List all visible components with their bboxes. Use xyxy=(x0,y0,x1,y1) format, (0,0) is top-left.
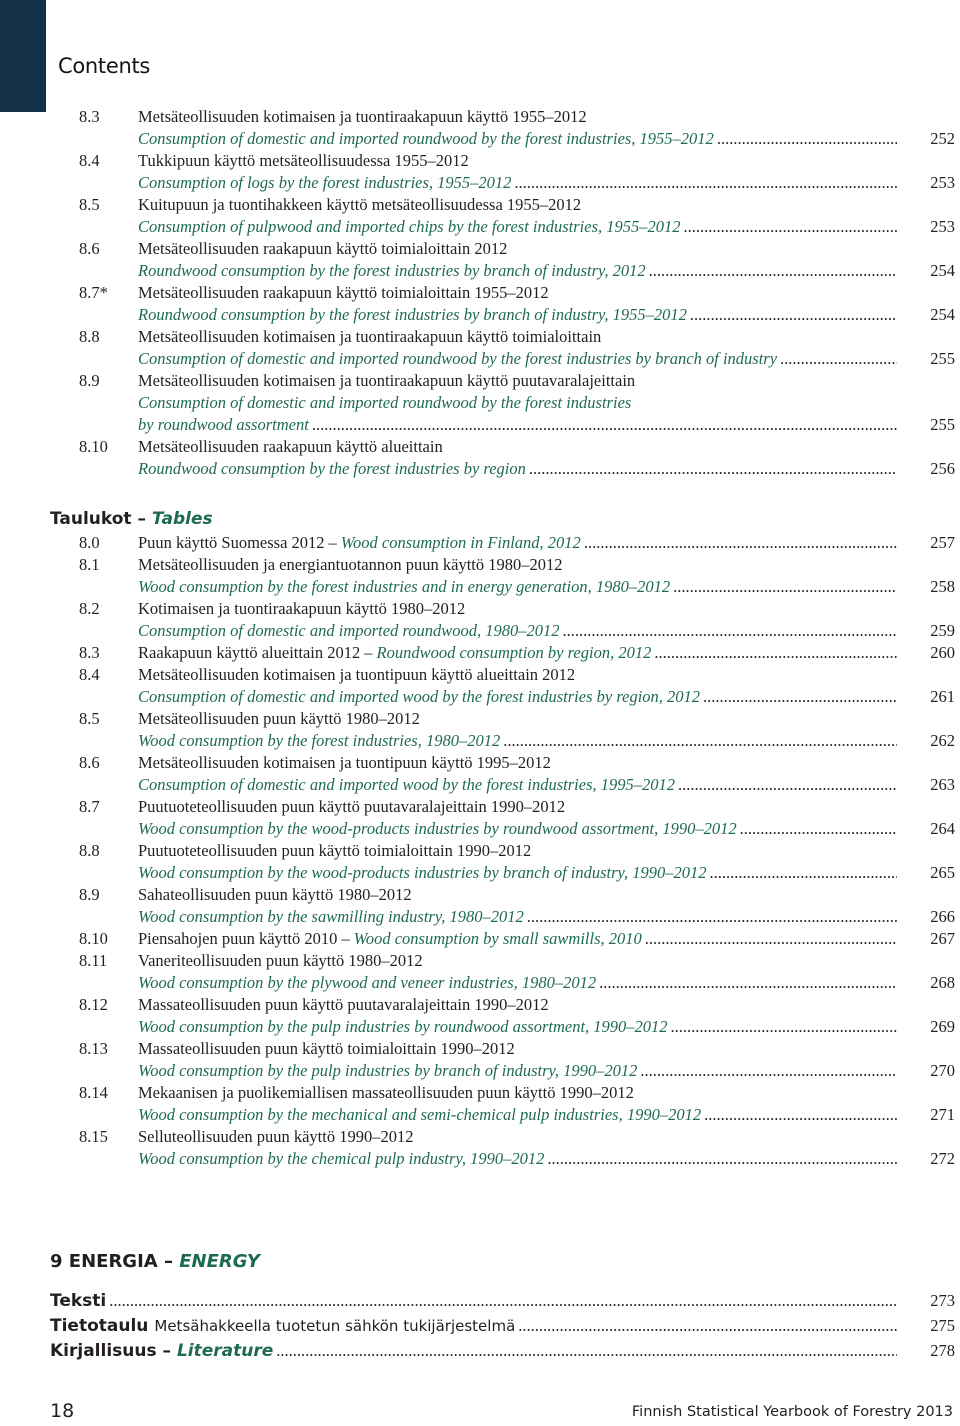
page-number: 255 xyxy=(930,349,955,368)
page-number: 272 xyxy=(930,1149,955,1168)
entry-title-fi: Puutuoteteollisuuden puun käyttö puutavaralajeittain 1990–2012 xyxy=(138,797,566,816)
entry-title-fi: Puun käyttö Suomessa 2012 xyxy=(138,533,325,552)
chapter-9-heading-en: ENERGY xyxy=(179,1251,260,1272)
entry-title-fi: Metsäteollisuuden puun käyttö 1980–2012 xyxy=(138,709,420,728)
entry-title-fi: Metsäteollisuuden kotimaisen ja tuontiraakapuun käyttö puutavaralajeittain xyxy=(138,371,636,390)
entry-number: 8.3 xyxy=(79,643,100,662)
entry-title-fi: Tukkipuun käyttö metsäteollisuudessa 1955–2012 xyxy=(138,151,469,170)
entry-text xyxy=(138,928,897,950)
entry-title-fi: Massateollisuuden puun käyttö puutavaralajeittain 1990–2012 xyxy=(138,995,549,1014)
leader-dots xyxy=(678,774,897,796)
page-number: 268 xyxy=(930,973,955,992)
entry-text xyxy=(138,686,897,708)
entry-title-en: Wood consumption by the mechanical and semi-chemical pulp industries, 1990–2012 xyxy=(138,1105,702,1124)
entry-title-en: Consumption of domestic and imported roundwood, 1980–2012 xyxy=(138,621,560,640)
entry-number: 8.8 xyxy=(79,327,100,346)
entry-title-fi: Metsäteollisuuden kotimaisen ja tuontiraakapuun käyttö 1955–2012 xyxy=(138,107,587,126)
entry-text xyxy=(138,392,897,414)
tables-heading xyxy=(50,509,213,529)
entry-title-fi: Puutuoteteollisuuden puun käyttö toimialoittain 1990–2012 xyxy=(138,841,532,860)
entry-title-en: Wood consumption by the sawmilling industry, 1980–2012 xyxy=(138,907,524,926)
page-number: 261 xyxy=(930,687,955,706)
entry-text xyxy=(138,862,897,884)
page-number: 273 xyxy=(930,1291,955,1310)
page-number: 267 xyxy=(930,929,955,948)
leader-dots xyxy=(599,972,897,994)
entry-title-fi: Metsäteollisuuden raakapuun käyttö alueittain xyxy=(138,437,443,456)
entry-title-fi: Metsäteollisuuden raakapuun käyttö toimialoittain 2012 xyxy=(138,239,508,258)
page-number: 254 xyxy=(930,261,955,280)
leader-dots xyxy=(640,1060,897,1082)
entry-text xyxy=(138,1016,897,1038)
page-number: 255 xyxy=(930,415,955,434)
leader-dots xyxy=(584,532,897,554)
page-number: 253 xyxy=(930,173,955,192)
entry-number: 8.7* xyxy=(79,283,108,302)
entry-title-fi: Raakapuun käyttö alueittain 2012 xyxy=(138,643,361,662)
entry-title-fi: Selluteollisuuden puun käyttö 1990–2012 xyxy=(138,1127,414,1146)
entry-title-en-continued: by roundwood assortment xyxy=(138,415,309,434)
entry-label-en: Literature xyxy=(176,1341,274,1361)
leader-dots xyxy=(276,1339,897,1363)
leader-dots xyxy=(717,128,897,150)
leader-dots xyxy=(684,216,897,238)
entry-text: Metsähakkeella tuotetun sähkön tukijärjestelmä xyxy=(154,1317,516,1335)
entry-text xyxy=(138,260,897,282)
footer-page-number: 18 xyxy=(50,1400,75,1422)
page-number: 253 xyxy=(930,217,955,236)
leader-dots xyxy=(780,348,897,370)
page-number: 275 xyxy=(930,1316,955,1335)
entry-text xyxy=(138,620,897,642)
entry-text xyxy=(138,532,897,554)
entry-title-en: Wood consumption by small sawmills, 2010 xyxy=(353,929,642,948)
entry-title-en: Wood consumption by the wood-products industries by branch of industry, 1990–2012 xyxy=(138,863,707,882)
leader-dots xyxy=(704,1104,897,1126)
entry-text xyxy=(138,348,897,370)
leader-dots xyxy=(709,862,897,884)
entry-number: 8.4 xyxy=(79,665,100,684)
entry-title-fi: Metsäteollisuuden ja energiantuotannon puun käyttö 1980–2012 xyxy=(138,555,563,574)
entry-label: Tietotaulu xyxy=(50,1316,149,1336)
leader-dots xyxy=(654,642,897,664)
entry-separator: – xyxy=(364,643,373,662)
entry-title-en: Consumption of domestic and imported wood by the forest industries by region, 2012 xyxy=(138,687,701,706)
entry-text xyxy=(138,458,897,480)
entry-title-en: Wood consumption by the pulp industries by branch of industry, 1990–2012 xyxy=(138,1061,638,1080)
entry-title-en: Consumption of domestic and imported roundwood by the forest industries xyxy=(138,393,632,412)
entry-number: 8.14 xyxy=(79,1083,108,1102)
entry-label xyxy=(50,1339,273,1363)
entry-title-fi: Mekaanisen ja puolikemiallisen massateollisuuden puun käyttö 1990–2012 xyxy=(138,1083,634,1102)
entry-label-fi: Kirjallisuus – xyxy=(50,1341,172,1361)
page-number: 256 xyxy=(930,459,955,478)
entry-number: 8.6 xyxy=(79,753,100,772)
page-number: 278 xyxy=(930,1341,955,1360)
entry-number: 8.9 xyxy=(79,885,100,904)
entry-title-en: Wood consumption by the pulp industries by roundwood assortment, 1990–2012 xyxy=(138,1017,668,1036)
page-number: 257 xyxy=(930,533,955,552)
entry-number: 8.1 xyxy=(79,555,100,574)
entry-title-fi: Piensahojen puun käyttö 2010 xyxy=(138,929,338,948)
toc-entry-tietotaulu[interactable] xyxy=(0,1314,960,1338)
entry-title-fi: Sahateollisuuden puun käyttö 1980–2012 xyxy=(138,885,412,904)
page-number: 260 xyxy=(930,643,955,662)
entry-text xyxy=(138,818,897,840)
entry-title-fi: Kotimaisen ja tuontiraakapuun käyttö 1980–2012 xyxy=(138,599,466,618)
leader-dots xyxy=(547,1148,897,1170)
leader-dots xyxy=(671,1016,897,1038)
leader-dots xyxy=(503,730,897,752)
entry-title-en: Wood consumption by the wood-products industries by roundwood assortment, 1990–2012 xyxy=(138,819,737,838)
page-number: 264 xyxy=(930,819,955,838)
leader-dots xyxy=(690,304,897,326)
entry-number: 8.3 xyxy=(79,107,100,126)
leader-dots xyxy=(529,458,897,480)
leader-dots xyxy=(740,818,897,840)
entry-title-en: Consumption of pulpwood and imported chips by the forest industries, 1955–2012 xyxy=(138,217,681,236)
leader-dots xyxy=(514,172,897,194)
entry-text xyxy=(138,774,897,796)
entry-number: 8.0 xyxy=(79,533,100,552)
entry-title-en: Consumption of domestic and imported roundwood by the forest industries, 1955–2012 xyxy=(138,129,714,148)
page-number: 258 xyxy=(930,577,955,596)
page-number: 270 xyxy=(930,1061,955,1080)
entry-title-en: Wood consumption by the chemical pulp industry, 1990–2012 xyxy=(138,1149,545,1168)
entry-title-en: Consumption of logs by the forest industries, 1955–2012 xyxy=(138,173,512,192)
entry-title-en: Roundwood consumption by region, 2012 xyxy=(376,643,652,662)
entry-title-en: Consumption of domestic and imported wood by the forest industries, 1995–2012 xyxy=(138,775,675,794)
entry-title-fi: Metsäteollisuuden kotimaisen ja tuontipuun käyttö alueittain 2012 xyxy=(138,665,576,684)
entry-text xyxy=(138,128,897,150)
chapter-9-heading-fi: 9 ENERGIA – xyxy=(50,1251,173,1272)
entry-title-fi: Metsäteollisuuden kotimaisen ja tuontiraakapuun käyttö toimialoittain xyxy=(138,327,602,346)
entry-title-en: Wood consumption by the forest industries, 1980–2012 xyxy=(138,731,501,750)
entry-number: 8.12 xyxy=(79,995,108,1014)
tables-heading-en: Tables xyxy=(151,509,213,529)
entry-separator: – xyxy=(341,929,350,948)
leader-dots xyxy=(703,686,897,708)
page-number: 252 xyxy=(930,129,955,148)
footer-publication: Finnish Statistical Yearbook of Forestry 2013 xyxy=(631,1404,953,1420)
entry-text xyxy=(138,304,897,326)
leader-dots xyxy=(518,1314,897,1338)
entry-text xyxy=(138,216,897,238)
entry-number: 8.13 xyxy=(79,1039,108,1058)
entry-text xyxy=(138,172,897,194)
entry-title-en: Roundwood consumption by the forest industries by region xyxy=(138,459,526,478)
page-number: 262 xyxy=(930,731,955,750)
entry-number: 8.8 xyxy=(79,841,100,860)
page-number: 271 xyxy=(930,1105,955,1124)
entry-separator: – xyxy=(328,533,337,552)
entry-text xyxy=(138,972,897,994)
entry-number: 8.4 xyxy=(79,151,100,170)
entry-number: 8.6 xyxy=(79,239,100,258)
chapter-color-bar xyxy=(0,0,46,112)
leader-dots xyxy=(563,620,897,642)
toc-entry-teksti[interactable] xyxy=(0,1289,960,1313)
entry-title-en: Roundwood consumption by the forest industries by branch of industry, 2012 xyxy=(138,261,646,280)
entry-text xyxy=(138,1148,897,1170)
leader-dots xyxy=(109,1289,897,1313)
leader-dots xyxy=(649,260,897,282)
leader-dots xyxy=(527,906,897,928)
entry-text xyxy=(138,576,897,598)
entry-title-en: Wood consumption by the forest industries and in energy generation, 1980–2012 xyxy=(138,577,671,596)
entry-text xyxy=(138,414,897,436)
chapter-9-heading xyxy=(50,1251,260,1272)
entry-title-fi: Metsäteollisuuden kotimaisen ja tuontipuun käyttö 1995–2012 xyxy=(138,753,551,772)
entry-title-en: Roundwood consumption by the forest industries by branch of industry, 1955–2012 xyxy=(138,305,687,324)
entry-title-fi: Massateollisuuden puun käyttö toimialoittain 1990–2012 xyxy=(138,1039,515,1058)
page-title: Contents xyxy=(58,54,151,78)
entry-number: 8.5 xyxy=(79,709,100,728)
entry-title-fi: Metsäteollisuuden raakapuun käyttö toimialoittain 1955–2012 xyxy=(138,283,549,302)
entry-text xyxy=(138,1060,897,1082)
entry-title-en: Consumption of domestic and imported roundwood by the forest industries by branch of industry xyxy=(138,349,778,368)
entry-title-en: Wood consumption in Finland, 2012 xyxy=(340,533,581,552)
entry-number: 8.10 xyxy=(79,929,108,948)
leader-dots xyxy=(312,414,897,436)
entry-number: 8.2 xyxy=(79,599,100,618)
entry-text xyxy=(138,1104,897,1126)
entry-title-fi: Kuitupuun ja tuontihakkeen käyttö metsäteollisuudessa 1955–2012 xyxy=(138,195,582,214)
page-number: 265 xyxy=(930,863,955,882)
entry-number: 8.5 xyxy=(79,195,100,214)
entry-title-fi: Vaneriteollisuuden puun käyttö 1980–2012 xyxy=(138,951,423,970)
leader-dots xyxy=(673,576,897,598)
page-number: 269 xyxy=(930,1017,955,1036)
entry-number: 8.10 xyxy=(79,437,108,456)
page-number: 254 xyxy=(930,305,955,324)
entry-number: 8.9 xyxy=(79,371,100,390)
page-number: 259 xyxy=(930,621,955,640)
entry-label: Teksti xyxy=(50,1291,107,1311)
entry-title-en: Wood consumption by the plywood and veneer industries, 1980–2012 xyxy=(138,973,597,992)
entry-text xyxy=(138,730,897,752)
entry-text xyxy=(138,906,897,928)
entry-number: 8.7 xyxy=(79,797,100,816)
page-number: 266 xyxy=(930,907,955,926)
leader-dots xyxy=(645,928,897,950)
entry-number: 8.11 xyxy=(79,951,108,970)
entry-number: 8.15 xyxy=(79,1127,108,1146)
tables-heading-fi: Taulukot – xyxy=(50,509,146,529)
page-number: 263 xyxy=(930,775,955,794)
toc-entry-kirjallisuus[interactable] xyxy=(0,1339,960,1363)
entry-text xyxy=(138,642,897,664)
